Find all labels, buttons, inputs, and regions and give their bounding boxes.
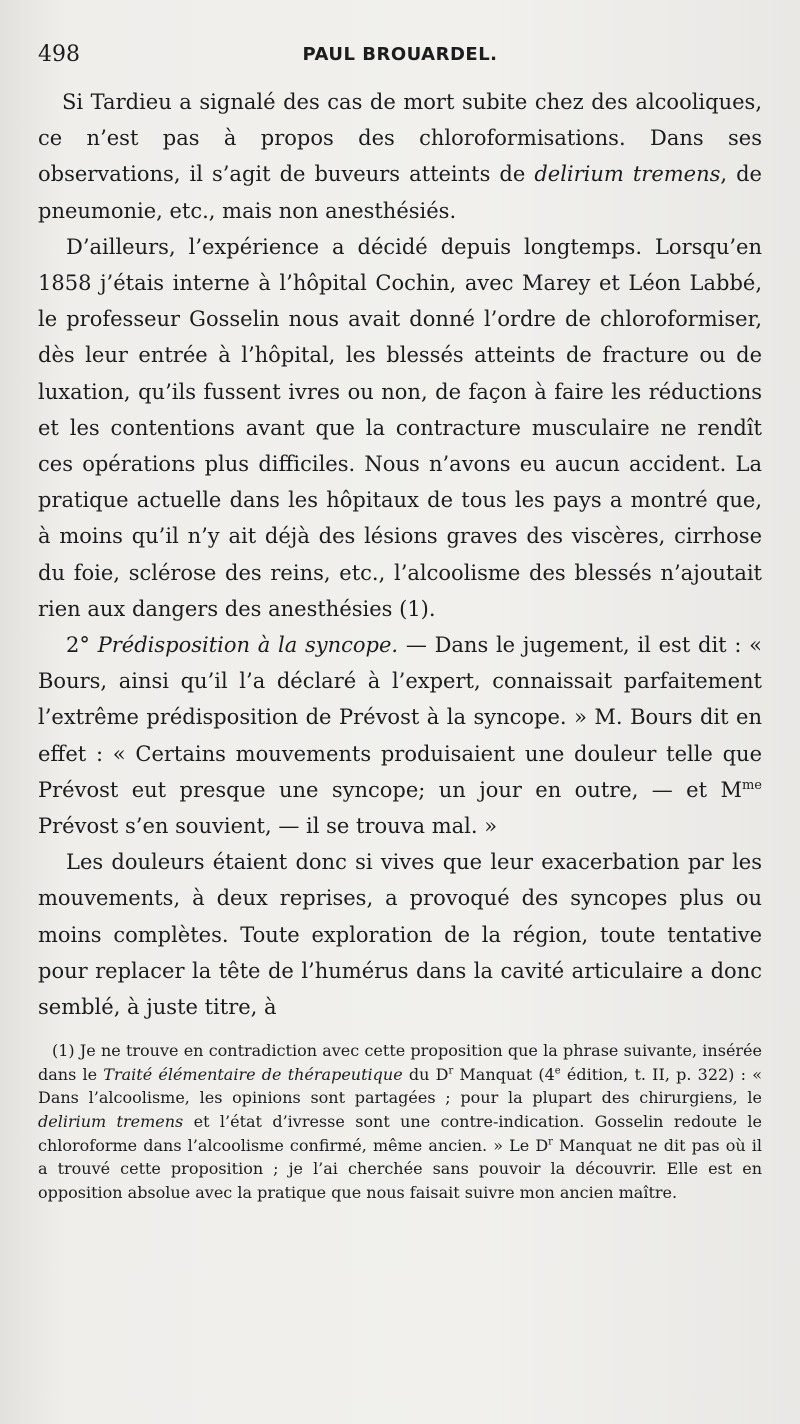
text-run: Manquat (4 <box>453 1064 555 1084</box>
paragraph-2 <box>38 229 762 627</box>
italic-run: Traité élémentaire de thérapeutique <box>103 1064 403 1084</box>
text-run: Manquat ne dit pas où il a trouvé cette proposition ; je l’ai cherchée sans pouvoir la découvrir. Elle est en opposition absolue avec la pratique que nous faisait suivre mon ancien maître. <box>38 1135 763 1202</box>
footnotes <box>38 1039 762 1204</box>
running-head <box>38 38 762 78</box>
paragraph-4 <box>38 844 762 1025</box>
paragraph-3 <box>38 627 762 844</box>
italic-run: delirium tremens <box>534 162 721 187</box>
body-text <box>38 84 762 1025</box>
superscript: e <box>554 1065 561 1077</box>
text-run: , de pneumonie, etc., mais non anesthésiés. <box>38 162 762 223</box>
text-run: du D <box>402 1064 449 1084</box>
text-run: D’ailleurs, l’expérience a décidé depuis longtemps. Lorsqu’en 1858 j’étais interne à l’hôpital Cochin, avec Marey et Léon Labbé, le professeur Gosselin nous avait donné l’ordre de chloroformiser, dès leur entrée à l’hôpital, les blessés atteints de fracture ou de luxation, qu’ils fussent ivres ou non, de façon à faire les réductions et les contentions avant que la contracture musculaire ne rendît ces opérations plus difficiles. Nous n’avons eu aucun accident. La pratique actuelle dans les hôpitaux de tous les pays a montré que, à moins qu’il n’y ait déjà des lésions graves des viscères, cirrhose du foie, sclérose des reins, etc., l’alcoolisme des blessés n’ajoutait rien aux dangers des anesthésies (1). <box>38 234 762 621</box>
text-run: Prévost s’en souvient, — il se trouva mal. » <box>38 814 498 839</box>
italic-run: delirium tremens <box>38 1112 184 1132</box>
text-run: (1) Je ne trouve en contradiction avec cette proposition que la phrase suivante, insérée dans le <box>38 1041 762 1084</box>
superscript: r <box>448 1065 454 1077</box>
superscript: me <box>741 777 762 793</box>
text-run: 2° <box>66 633 98 658</box>
text-run: édition, t. II, p. 322) : « Dans l’alcoolisme, les opinions sont partagées ; pour la plupart des chirurgiens, le <box>38 1064 763 1108</box>
paragraph-1 <box>38 84 762 229</box>
italic-heading-run: Prédisposition à la syncope. <box>97 633 399 658</box>
text-run: — Dans le jugement, il est dit : « Bours, ainsi qu’il l’a déclaré à l’expert, connaissait parfaitement l’extrême prédisposition de Prévost à la syncope. » M. Bours dit en effet : « Certains mouvements produisaient une douleur telle que Prévost eut presque une syncope; un jour en outre, — et M <box>38 633 762 802</box>
footnote-1 <box>38 1039 762 1204</box>
page-number: 498 <box>38 42 80 67</box>
text-run: Si Tardieu a signalé des cas de mort subite chez des alcooliques, ce n’est pas à propos des chloroformisations. Dans ses observations, il s’agit de buveurs atteints de <box>38 90 762 187</box>
text-run: Les douleurs étaient donc si vives que leur exacerbation par les mouvements, à deux reprises, a provoqué des syncopes plus ou moins complètes. Toute exploration de la région, toute tentative pour replacer la tête de l’humérus dans la cavité articulaire a donc semblé, à juste titre, à <box>38 850 762 1020</box>
superscript: r <box>548 1136 553 1148</box>
running-title: PAUL BROUARDEL. <box>302 44 498 65</box>
text-run: et l’état d’ivresse sont une contre-indication. Gosselin redoute le chloroforme dans l’alcoolisme confirmé, même ancien. » Le D <box>38 1112 763 1155</box>
